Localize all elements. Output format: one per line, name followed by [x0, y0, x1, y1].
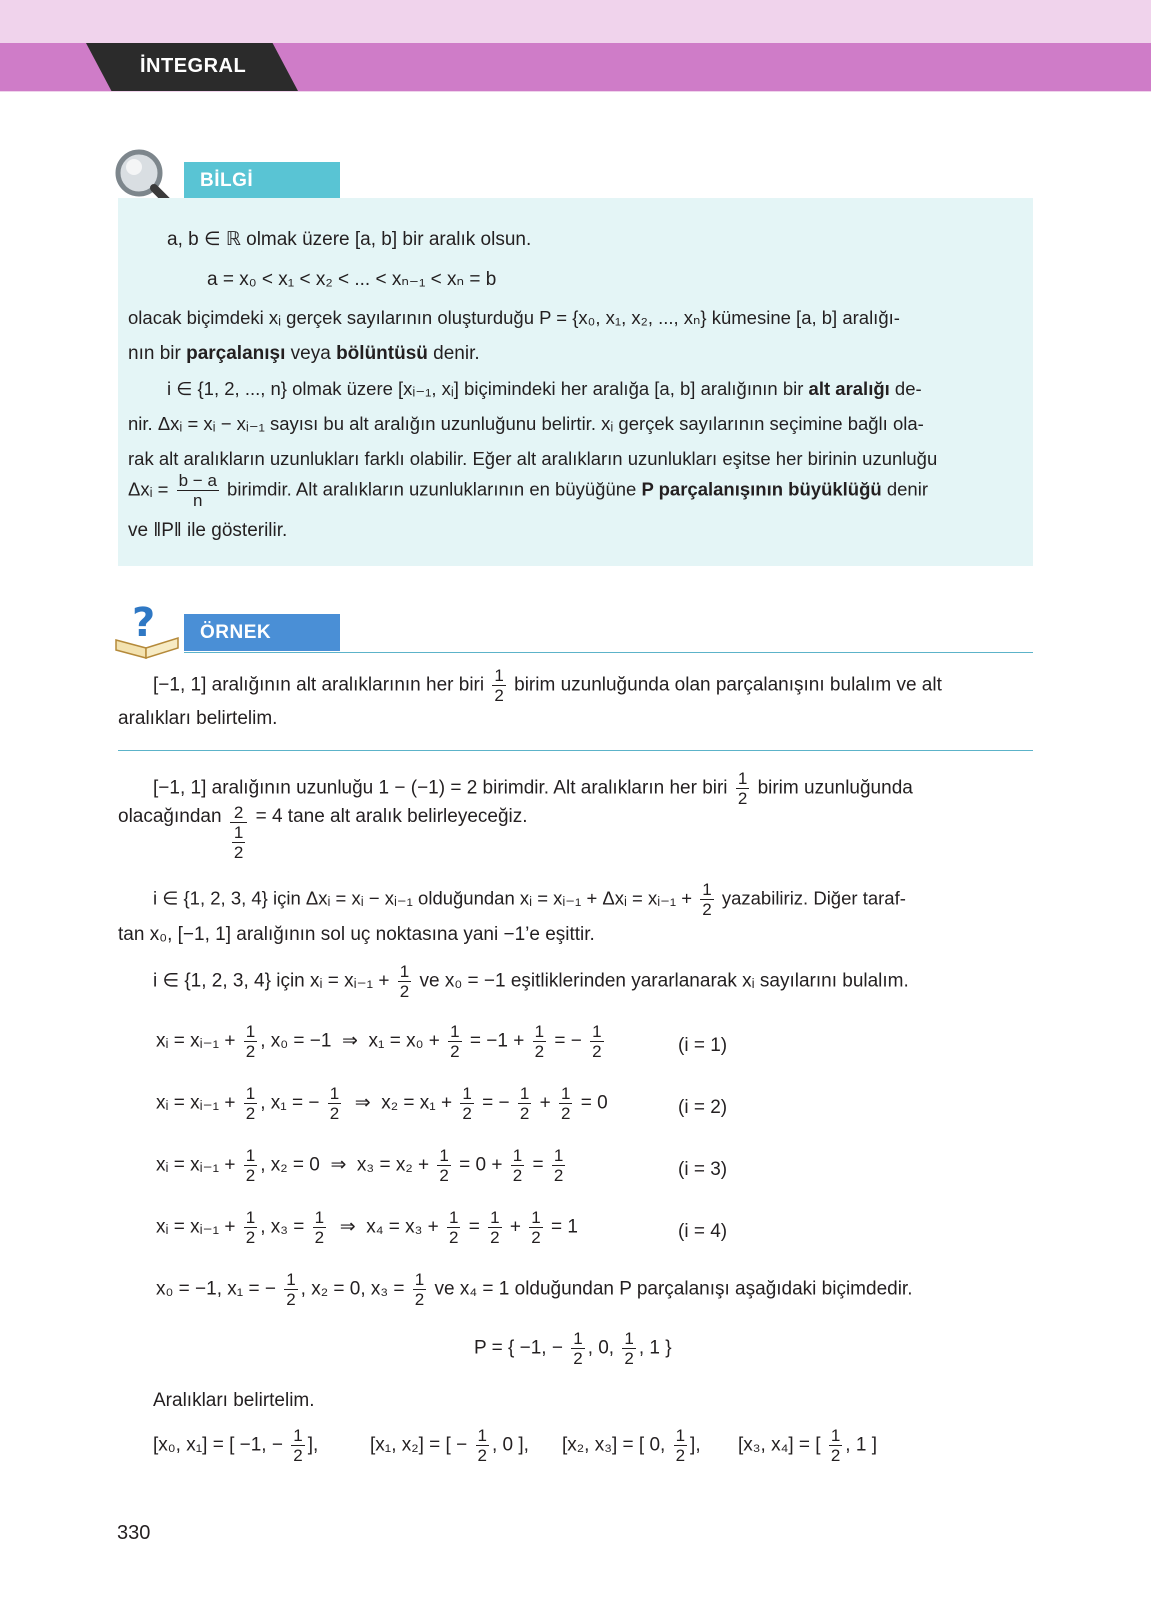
fraction: $\frac{1}{2}$	[414, 1270, 425, 1309]
fraction: $\frac{1}{2}$	[553, 1146, 564, 1185]
fraction: $\frac{1}{2}$	[490, 1208, 500, 1247]
fraction: $\frac{1}{2}$	[592, 1022, 602, 1061]
bilgi-line-4: nın bir parçalanışı veya bölüntüsü denir.	[128, 343, 480, 364]
ornek-rule-top	[184, 652, 1033, 653]
fraction: $\frac{1}{2}$	[573, 1329, 583, 1368]
intervals-title: Aralıkları belirtelim.	[153, 1390, 315, 1411]
fraction: $\frac{1}{2}$	[494, 666, 504, 705]
fraction: $\frac{1}{2}$	[449, 1208, 459, 1247]
fraction: $\frac{1}{2}$	[830, 1426, 841, 1465]
fraction: $\frac{1}{2}$	[450, 1022, 460, 1061]
bilgi-line-9: ve ‖P‖ ile gösterilir.	[128, 520, 288, 541]
solution-line-5: i ∈ {1, 2, 3, 4} için xᵢ = xᵢ₋₁ + $\frac{1}{2}$ ve x₀ = −1 eşitliklerinden yararlanarak xᵢ sayılarını bulalım.	[153, 962, 909, 1001]
bilgi-line-3: olacak biçimdeki xᵢ gerçek sayılarının oluşturduğu P = {x₀, x₁, x₂, ..., xₙ} kümesine [a, b] aralığı-	[128, 307, 900, 328]
bilgi-line-6: nir. Δxᵢ = xᵢ − xᵢ₋₁ sayısı bu alt aralığın uzunluğunu belirtir. xᵢ gerçek sayılarının seçimine bağlı ola-	[128, 413, 924, 434]
ornek-question-line-2: aralıkları belirtelim.	[118, 708, 278, 729]
bilgi-label: BİLGİ	[184, 162, 340, 199]
fraction: $\frac{1}{2}$	[245, 1208, 256, 1247]
book-question-icon	[112, 596, 184, 660]
ornek-question-line-1: [−1, 1] aralığının alt aralıklarının her biri $\frac{1}{2}$ birim uzunluğunda olan parçalanışını bulalım ve alt	[153, 666, 942, 705]
bilgi-line-8: Δxᵢ = $\frac{b - a}{n}$ birimdir. Alt aralıkların uzunluklarının en büyüğüne P parçalanışının büyüklüğü denir	[128, 471, 928, 510]
ornek-label: ÖRNEK	[184, 614, 340, 651]
fraction: $\frac{1}{2}$	[233, 823, 244, 862]
equation-row-1: xᵢ = xᵢ₋₁ + $\frac{1}{2}$ , x₀ = −1 ⇒ x₁ = x₀ + $\frac{1}{2}$ = −1 + $\frac{1}{2}$ = − $\frac{1}{2}$	[156, 1022, 602, 1061]
equation-row-2: xᵢ = xᵢ₋₁ + $\frac{1}{2}$ , x₁ = − $\frac{1}{2}$ ⇒ x₂ = x₁ + $\frac{1}{2}$ = − $\frac{1}{2}$ + $\frac{1}{2}$ = 0	[156, 1084, 608, 1123]
fraction: $\frac{1}{2}$	[293, 1426, 303, 1465]
solution-line-1: [−1, 1] aralığının uzunluğu 1 − (−1) = 2 birimdir. Alt aralıkların her biri $\frac{1}{2}$ birim uzunluğunda	[153, 769, 913, 808]
fraction: $\frac{1}{2}$	[624, 1329, 634, 1368]
interval-4: [x₃, x₄] = [ $\frac{1}{2}$ , 1 ]	[738, 1426, 877, 1465]
term-boluntu: bölüntüsü	[336, 343, 428, 364]
bilgi-line-5: i ∈ {1, 2, ..., n} olmak üzere [xᵢ₋₁, xᵢ] biçimindeki her aralığa [a, b] aralığının bir alt aralığı de-	[167, 378, 922, 399]
page-number: 330	[117, 1522, 151, 1544]
equation-row-3: xᵢ = xᵢ₋₁ + $\frac{1}{2}$ , x₂ = 0 ⇒ x₃ = x₂ + $\frac{1}{2}$ = 0 + $\frac{1}{2}$ = $\frac{1}{2}$	[156, 1146, 564, 1185]
solution-line-2: olacağından $\frac{2}{\frac{1}{2}}$ = 4 tane alt aralık belirleyeceğiz.	[118, 803, 528, 862]
equation-tag-1: (i = 1)	[678, 1035, 728, 1056]
equation-row-4: xᵢ = xᵢ₋₁ + $\frac{1}{2}$ , x₃ = $\frac{1}{2}$ ⇒ x₄ = x₃ + $\frac{1}{2}$ = $\frac{1}{2}$ + $\frac{1}{2}$ = 1	[156, 1208, 578, 1247]
fraction: $\frac{1}{2}$	[245, 1022, 256, 1061]
fraction: $\frac{b - a}{n}$	[178, 471, 217, 510]
chapter-title: İNTEGRAL	[140, 55, 247, 77]
equation-tag-2: (i = 2)	[678, 1097, 728, 1118]
solution-line-3: i ∈ {1, 2, 3, 4} için Δxᵢ = xᵢ − xᵢ₋₁ olduğundan xᵢ = xᵢ₋₁ + Δxᵢ = xᵢ₋₁ + $\frac{1}{2}$ yazabiliriz. Diğer taraf-	[153, 880, 906, 919]
fraction: $\frac{1}{2}$	[399, 962, 410, 1001]
partition-set: P = { −1, − $\frac{1}{2}$ , 0, $\frac{1}{2}$ , 1 }	[474, 1329, 672, 1368]
fraction: $\frac{1}{2}$	[329, 1084, 340, 1123]
bilgi-line-7: rak alt aralıkların uzunlukları farklı olabilir. Eğer alt aralıkların uzunlukları eşitse her birinin uzunluğu	[128, 448, 938, 469]
fraction: $\frac{1}{2}$	[245, 1084, 256, 1123]
term-parcalanis: parçalanışı	[186, 343, 286, 364]
fraction: $\frac{1}{2}$	[439, 1146, 449, 1185]
fraction: $\frac{1}{2}$	[512, 1146, 523, 1185]
fraction: $\frac{1}{2}$	[561, 1084, 571, 1123]
fraction: $\frac{1}{2}$	[286, 1270, 296, 1309]
bilgi-line-1: a, b ∈ ℝ olmak üzere [a, b] bir aralık olsun.	[167, 229, 532, 250]
compound-fraction: $\frac{2}{\frac{1}{2}}$	[230, 803, 247, 862]
fraction: $\frac{1}{2}$	[462, 1084, 472, 1123]
fraction: $\frac{1}{2}$	[737, 769, 748, 808]
term-buyukluk: P parçalanışının büyüklüğü	[641, 478, 882, 500]
fraction: $\frac{1}{2}$	[314, 1208, 325, 1247]
summary-line: x₀ = −1, x₁ = − $\frac{1}{2}$ , x₂ = 0, x₃ = $\frac{1}{2}$ ve x₄ = 1 olduğundan P parçalanışı aşağıdaki biçimdedir.	[156, 1270, 913, 1309]
fraction: $\frac{1}{2}$	[477, 1426, 487, 1465]
interval-3: [x₂, x₃] = [ 0, $\frac{1}{2}$ ],	[562, 1426, 701, 1465]
fraction: $\frac{1}{2}$	[531, 1208, 541, 1247]
interval-1: [x₀, x₁] = [ −1, − $\frac{1}{2}$ ],	[153, 1426, 319, 1465]
fraction: $\frac{1}{2}$	[245, 1146, 256, 1185]
equation-tag-3: (i = 3)	[678, 1159, 728, 1180]
interval-2: [x₁, x₂] = [ − $\frac{1}{2}$ , 0 ],	[370, 1426, 529, 1465]
solution-line-4: tan x₀, [−1, 1] aralığının sol uç noktasına yani −1’e eşittir.	[118, 924, 595, 945]
bilgi-line-2: a = x₀ < x₁ < x₂ < ... < xₙ₋₁ < xₙ = b	[207, 269, 497, 290]
fraction: $\frac{1}{2}$	[519, 1084, 530, 1123]
equation-tag-4: (i = 4)	[678, 1221, 728, 1242]
term-alt-aralik: alt aralığı	[808, 378, 890, 399]
svg-text:?: ?	[132, 600, 156, 646]
fraction: $\frac{1}{2}$	[675, 1426, 686, 1465]
fraction: $\frac{1}{2}$	[702, 880, 712, 919]
fraction: $\frac{1}{2}$	[534, 1022, 545, 1061]
ornek-rule-bottom	[118, 750, 1033, 751]
